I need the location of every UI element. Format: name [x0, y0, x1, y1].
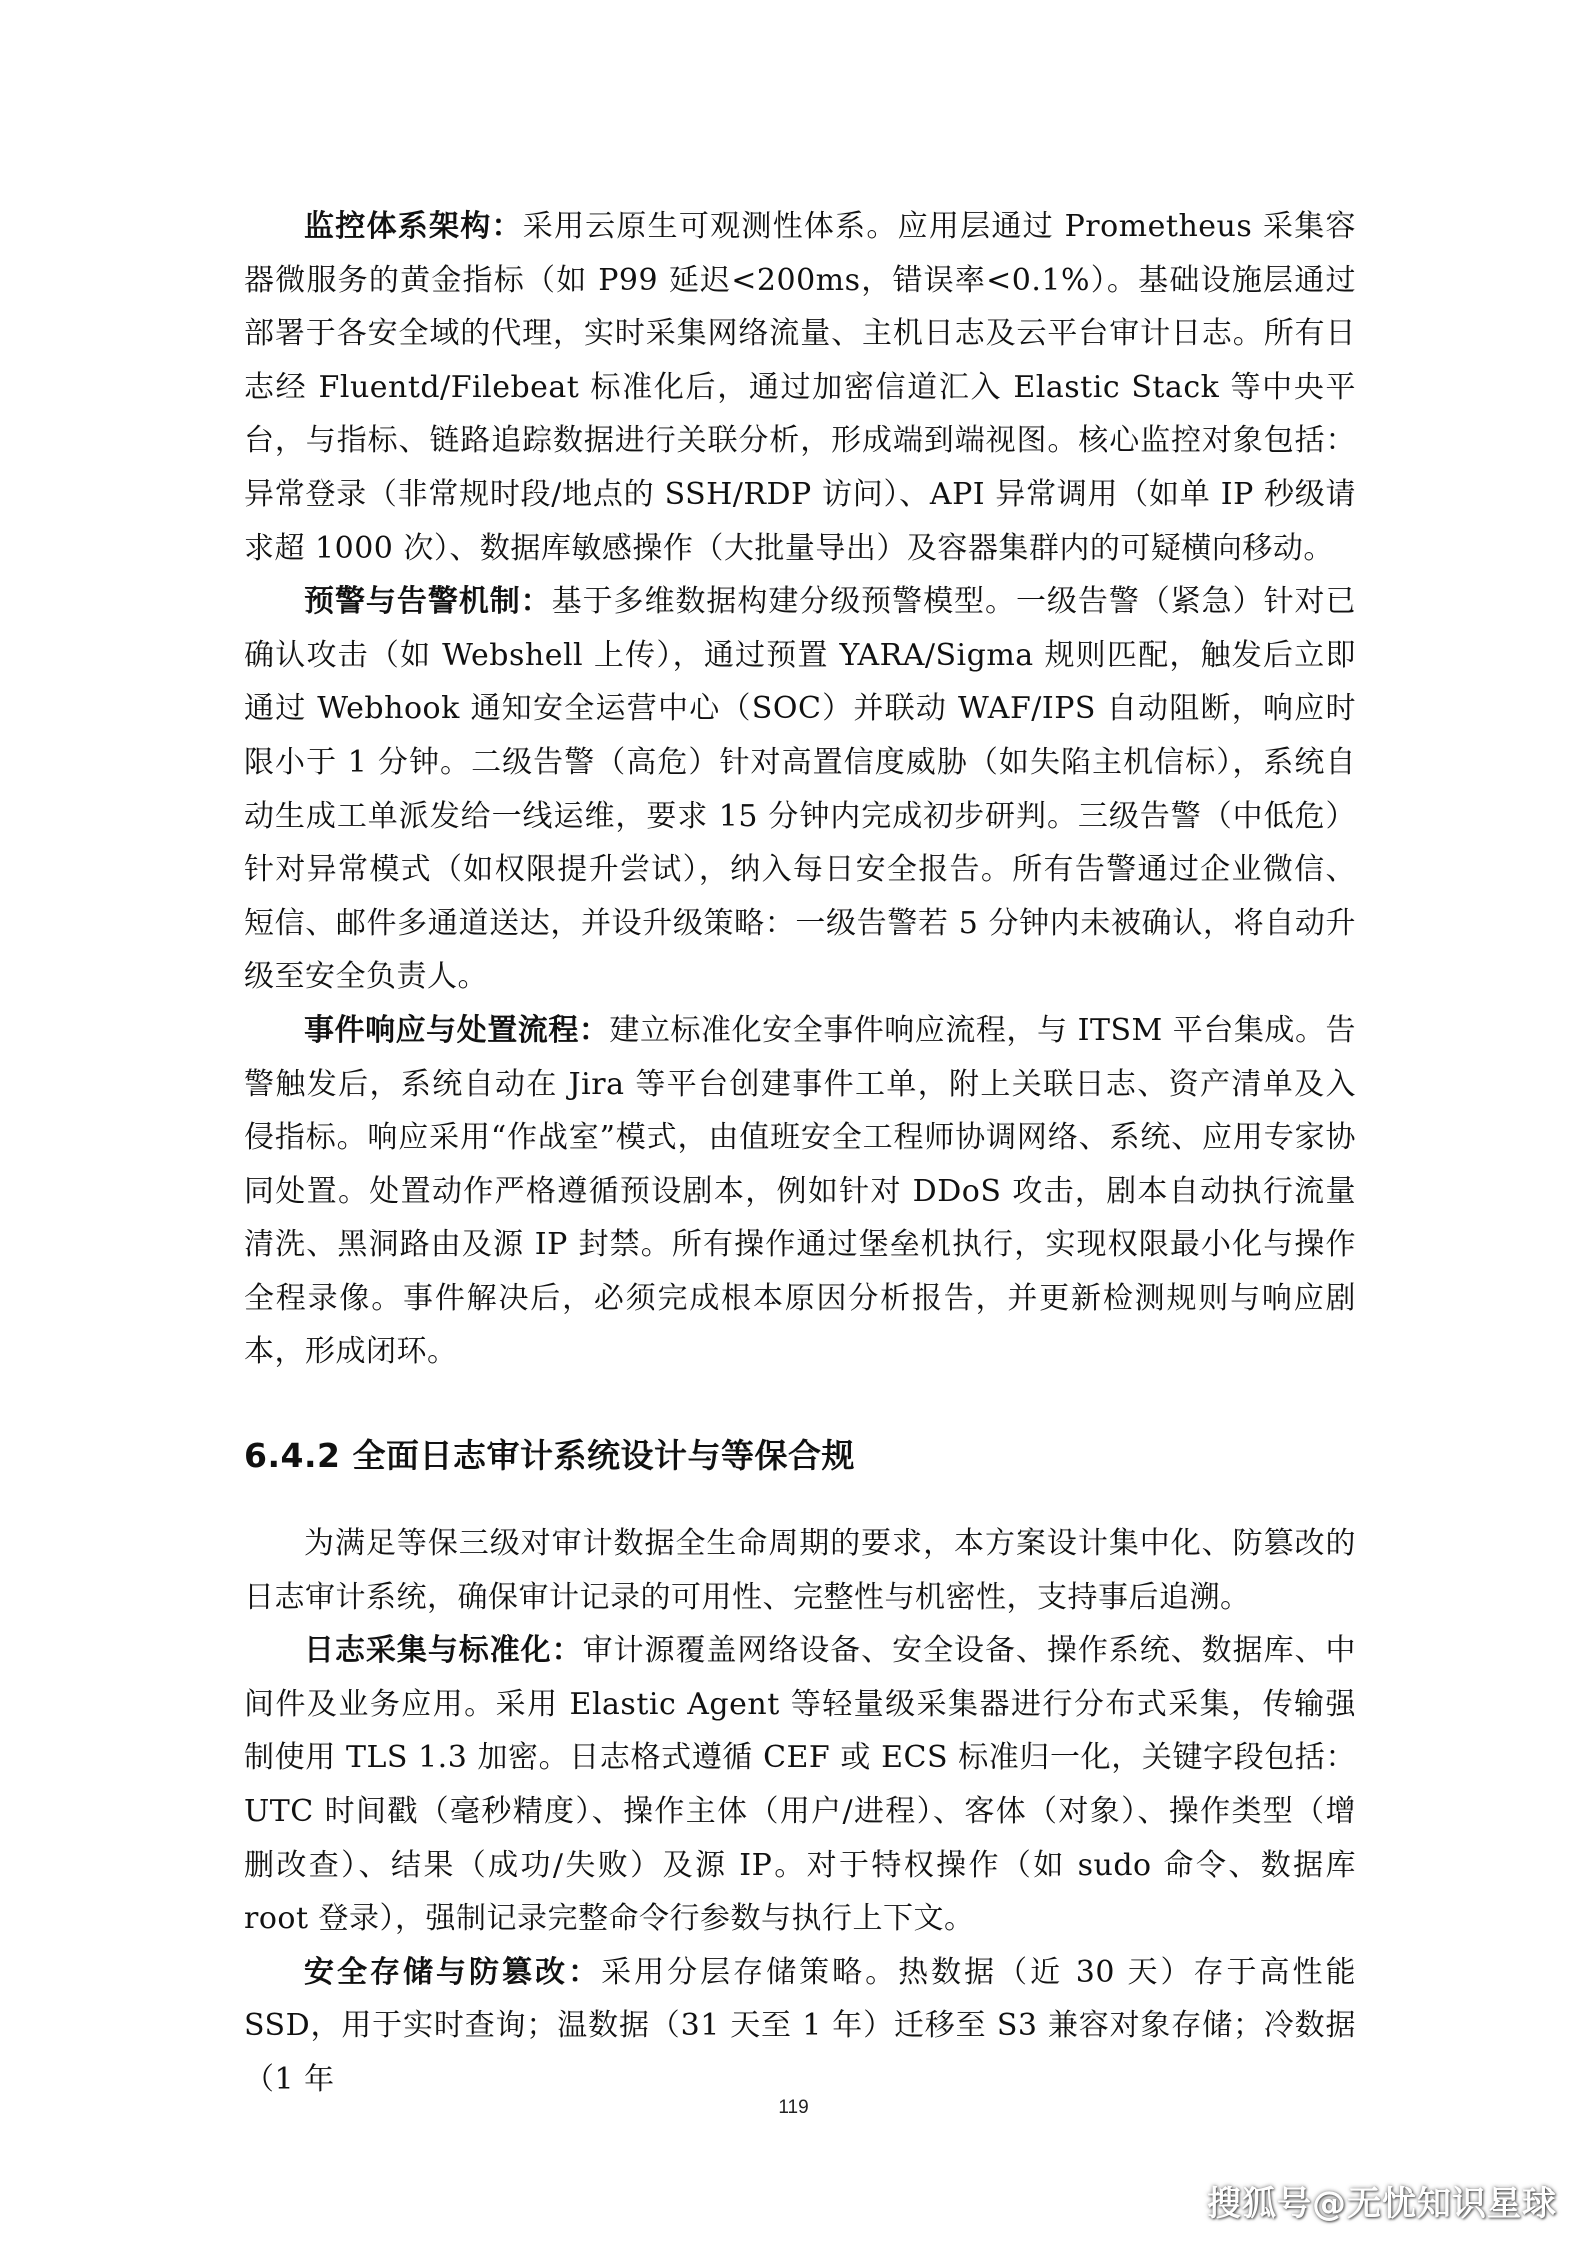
paragraph-secure-storage: [244, 1946, 1356, 2107]
paragraph-text: 建立标准化安全事件响应流程，与 ITSM 平台集成。告警触发后，系统自动在 Jira 等平台创建事件工单，附上关联日志、资产清单及入侵指标。响应采用“作战室”模式，由值班安全工程师协调网络、系统、应用专家协同处置。处置动作严格遵循预设剧本，例如针对 DDoS 攻击，剧本自动执行流量清洗、黑洞路由及源 IP 封禁。所有操作通过堡垒机执行，实现权限最小化与操作全程录像。事件解决后，必须完成根本原因分析报告，并更新检测规则与响应剧本，形成闭环。: [244, 1012, 1356, 1370]
paragraph-lead: 预警与告警机制：: [304, 584, 552, 620]
paragraph-text: 基于多维数据构建分级预警模型。一级告警（紧急）针对已确认攻击（如 Webshell 上传），通过预置 YARA/Sigma 规则匹配，触发后立即通过 Webhook 通知安全运营中心（SOC）并联动 WAF/IPS 自动阻断，响应时限小于 1 分钟。二级告警（高危）针对高置信度威胁（如失陷主机信标），系统自动生成工单派发给一线运维，要求 15 分钟内完成初步研判。三级告警（中低危）针对异常模式（如权限提升尝试），纳入每日安全报告。所有告警通过企业微信、短信、邮件多通道送达，并设升级策略：一级告警若 5 分钟内未被确认，将自动升级至安全负责人。: [244, 584, 1357, 995]
document-body: [244, 200, 1356, 2107]
paragraph-lead: 监控体系架构：: [304, 209, 523, 244]
paragraph-text: 审计源覆盖网络设备、安全设备、操作系统、数据库、中间件及业务应用。采用 Elastic Agent 等轻量级采集器进行分布式采集，传输强制使用 TLS 1.3 加密。日志格式遵循 CEF 或 ECS 标准归一化，关键字段包括：UTC 时间戳（毫秒精度）、操作主体（用户/进程）、客体（对象）、操作类型（增删改查）、结果（成功/失败）及源 IP。对于特权操作（如 sudo 命令、数据库 root 登录），强制记录完整命令行参数与执行上下文。: [244, 1633, 1357, 1937]
watermark: 搜狐号@无忧知识星球: [1207, 2184, 1557, 2224]
paragraph-text: 采用云原生可观测性体系。应用层通过 Prometheus 采集容器微服务的黄金指标（如 P99 延迟<200ms，错误率<0.1%）。基础设施层通过部署于各安全域的代理，实时采集网络流量、主机日志及云平台审计日志。所有日志经 Fluentd/Filebeat 标准化后，通过加密信道汇入 Elastic Stack 等中央平台，与指标、链路追踪数据进行关联分析，形成端到端视图。核心监控对象包括：异常登录（非常规时段/地点的 SSH/RDP 访问）、API 异常调用（如单 IP 秒级请求超 1000 次）、数据库敏感操作（大批量导出）及容器集群内的可疑横向移动。: [244, 209, 1356, 566]
paragraph-log-collection: [244, 1624, 1356, 1946]
paragraph-text: 为满足等保三级对审计数据全生命周期的要求，本方案设计集中化、防篡改的日志审计系统，确保审计记录的可用性、完整性与机密性，支持事后追溯。: [244, 1526, 1356, 1615]
section-heading: 6.4.2 全面日志审计系统设计与等保合规: [244, 1436, 855, 1476]
paragraph-incident-response: [244, 1004, 1356, 1379]
page-number: 119: [778, 2097, 809, 2118]
paragraph-text: 采用分层存储策略。热数据（近 30 天）存于高性能 SSD，用于实时查询；温数据（31 天至 1 年）迁移至 S3 兼容对象存储；冷数据（1 年: [244, 1954, 1357, 2097]
paragraph-intro: [244, 1517, 1356, 1624]
paragraph-lead: 安全存储与防篡改：: [304, 1954, 602, 1990]
paragraph-lead: 日志采集与标准化：: [304, 1633, 583, 1669]
paragraph-alerting-mechanism: [244, 575, 1356, 1004]
paragraph-lead: 事件响应与处置流程：: [304, 1012, 610, 1048]
paragraph-monitoring-architecture: [244, 200, 1356, 575]
